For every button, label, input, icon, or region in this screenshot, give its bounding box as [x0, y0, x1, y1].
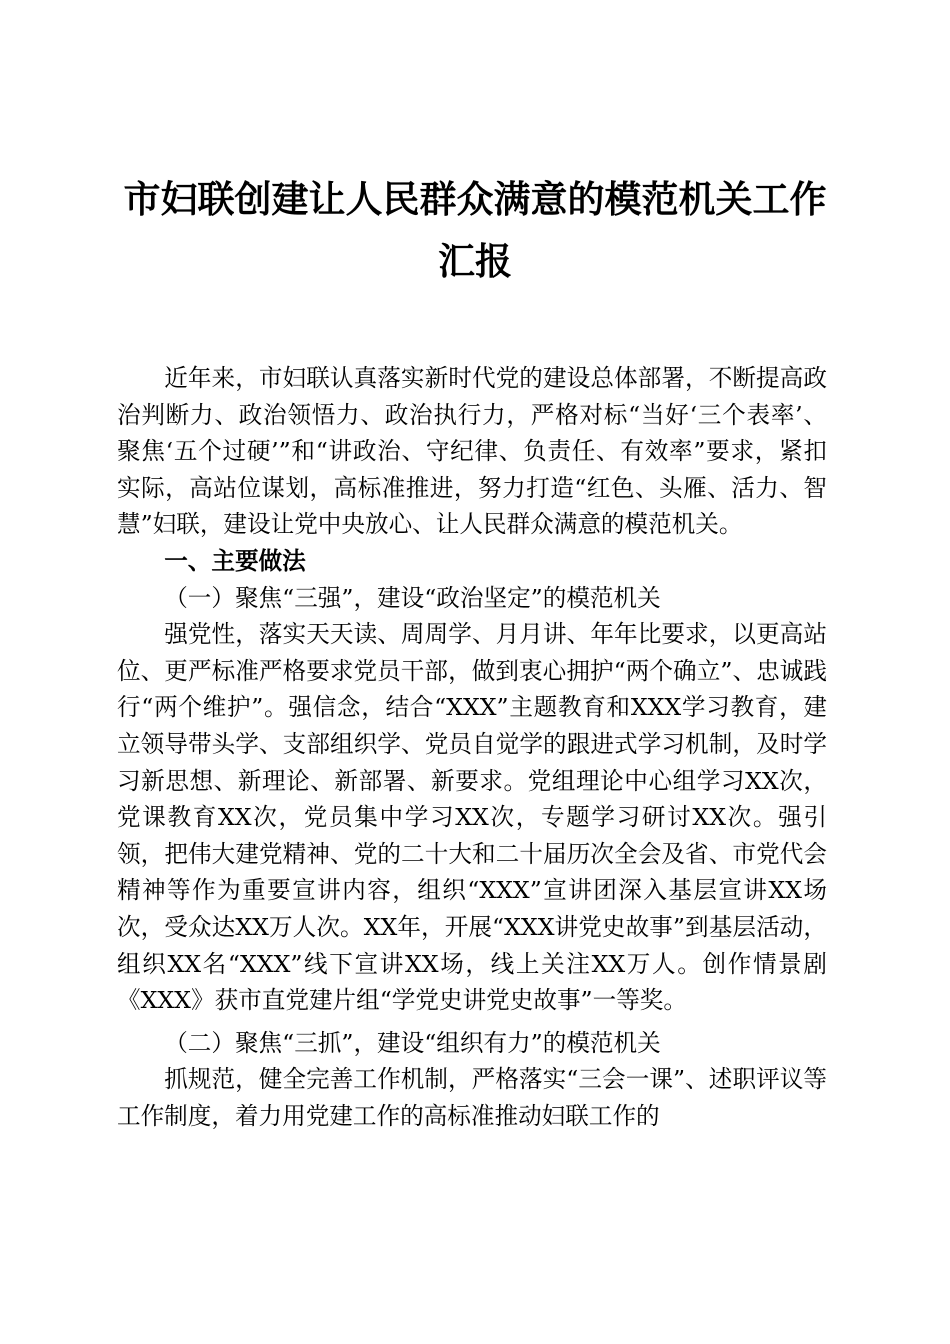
- intro-paragraph: 近年来，市妇联认真落实新时代党的建设总体部署，不断提高政治判断力、政治领悟力、政治执行力，严格对标“当好‘三个表率’、聚焦‘五个过硬’”和“讲政治、守纪律、负责任、有效率”要求，紧扣实际，高站位谋划，高标准推进，努力打造“红色、头雁、活力、智慧”妇联，建设让党中央放心、让人民群众满意的模范机关。: [117, 364, 827, 539]
- document-body: [117, 360, 827, 1134]
- document-title: 市妇联创建让人民群众满意的模范机关工作汇报: [123, 177, 827, 283]
- subsection-paragraph-political: 强党性，落实天天读、周周学、月月讲、年年比要求，以更高站位、更严标准严格要求党员干部，做到衷心拥护“两个确立”、忠诚践行“两个维护”。强信念，结合“XXX”主题教育和XXX学习教育，建立领导带头学、支部组织学、党员自觉学的跟进式学习机制，及时学习新思想、新理论、新部署、新要求。党组理论中心组学习XX次，党课教育XX次，党员集中学习XX次，专题学习研讨XX次。强引领，把伟大建党精神、党的二十大和二十届历次全会及省、市党代会精神等作为重要宣讲内容，组织“XXX”宣讲团深入基层宣讲XX场次，受众达XX万人次。XX年，开展“XXX讲党史故事”到基层活动，组织XX名“XXX”线下宣讲XX场，线上关注XX万人。创作情景剧《XXX》获市直党建片组“学党史讲党史故事”一等奖。: [117, 620, 827, 1015]
- section-heading-main-practices: 一、主要做法: [164, 546, 306, 575]
- subsection-heading-organization: （二）聚焦“三抓”，建设“组织有力”的模范机关: [164, 1028, 661, 1057]
- subsection-heading-political: （一）聚焦“三强”，建设“政治坚定”的模范机关: [164, 583, 661, 612]
- subsection-paragraph-organization: 抓规范，健全完善工作机制，严格落实“三会一课”、述职评议等工作制度，着力用党建工作的高标准推动妇联工作的: [117, 1065, 827, 1130]
